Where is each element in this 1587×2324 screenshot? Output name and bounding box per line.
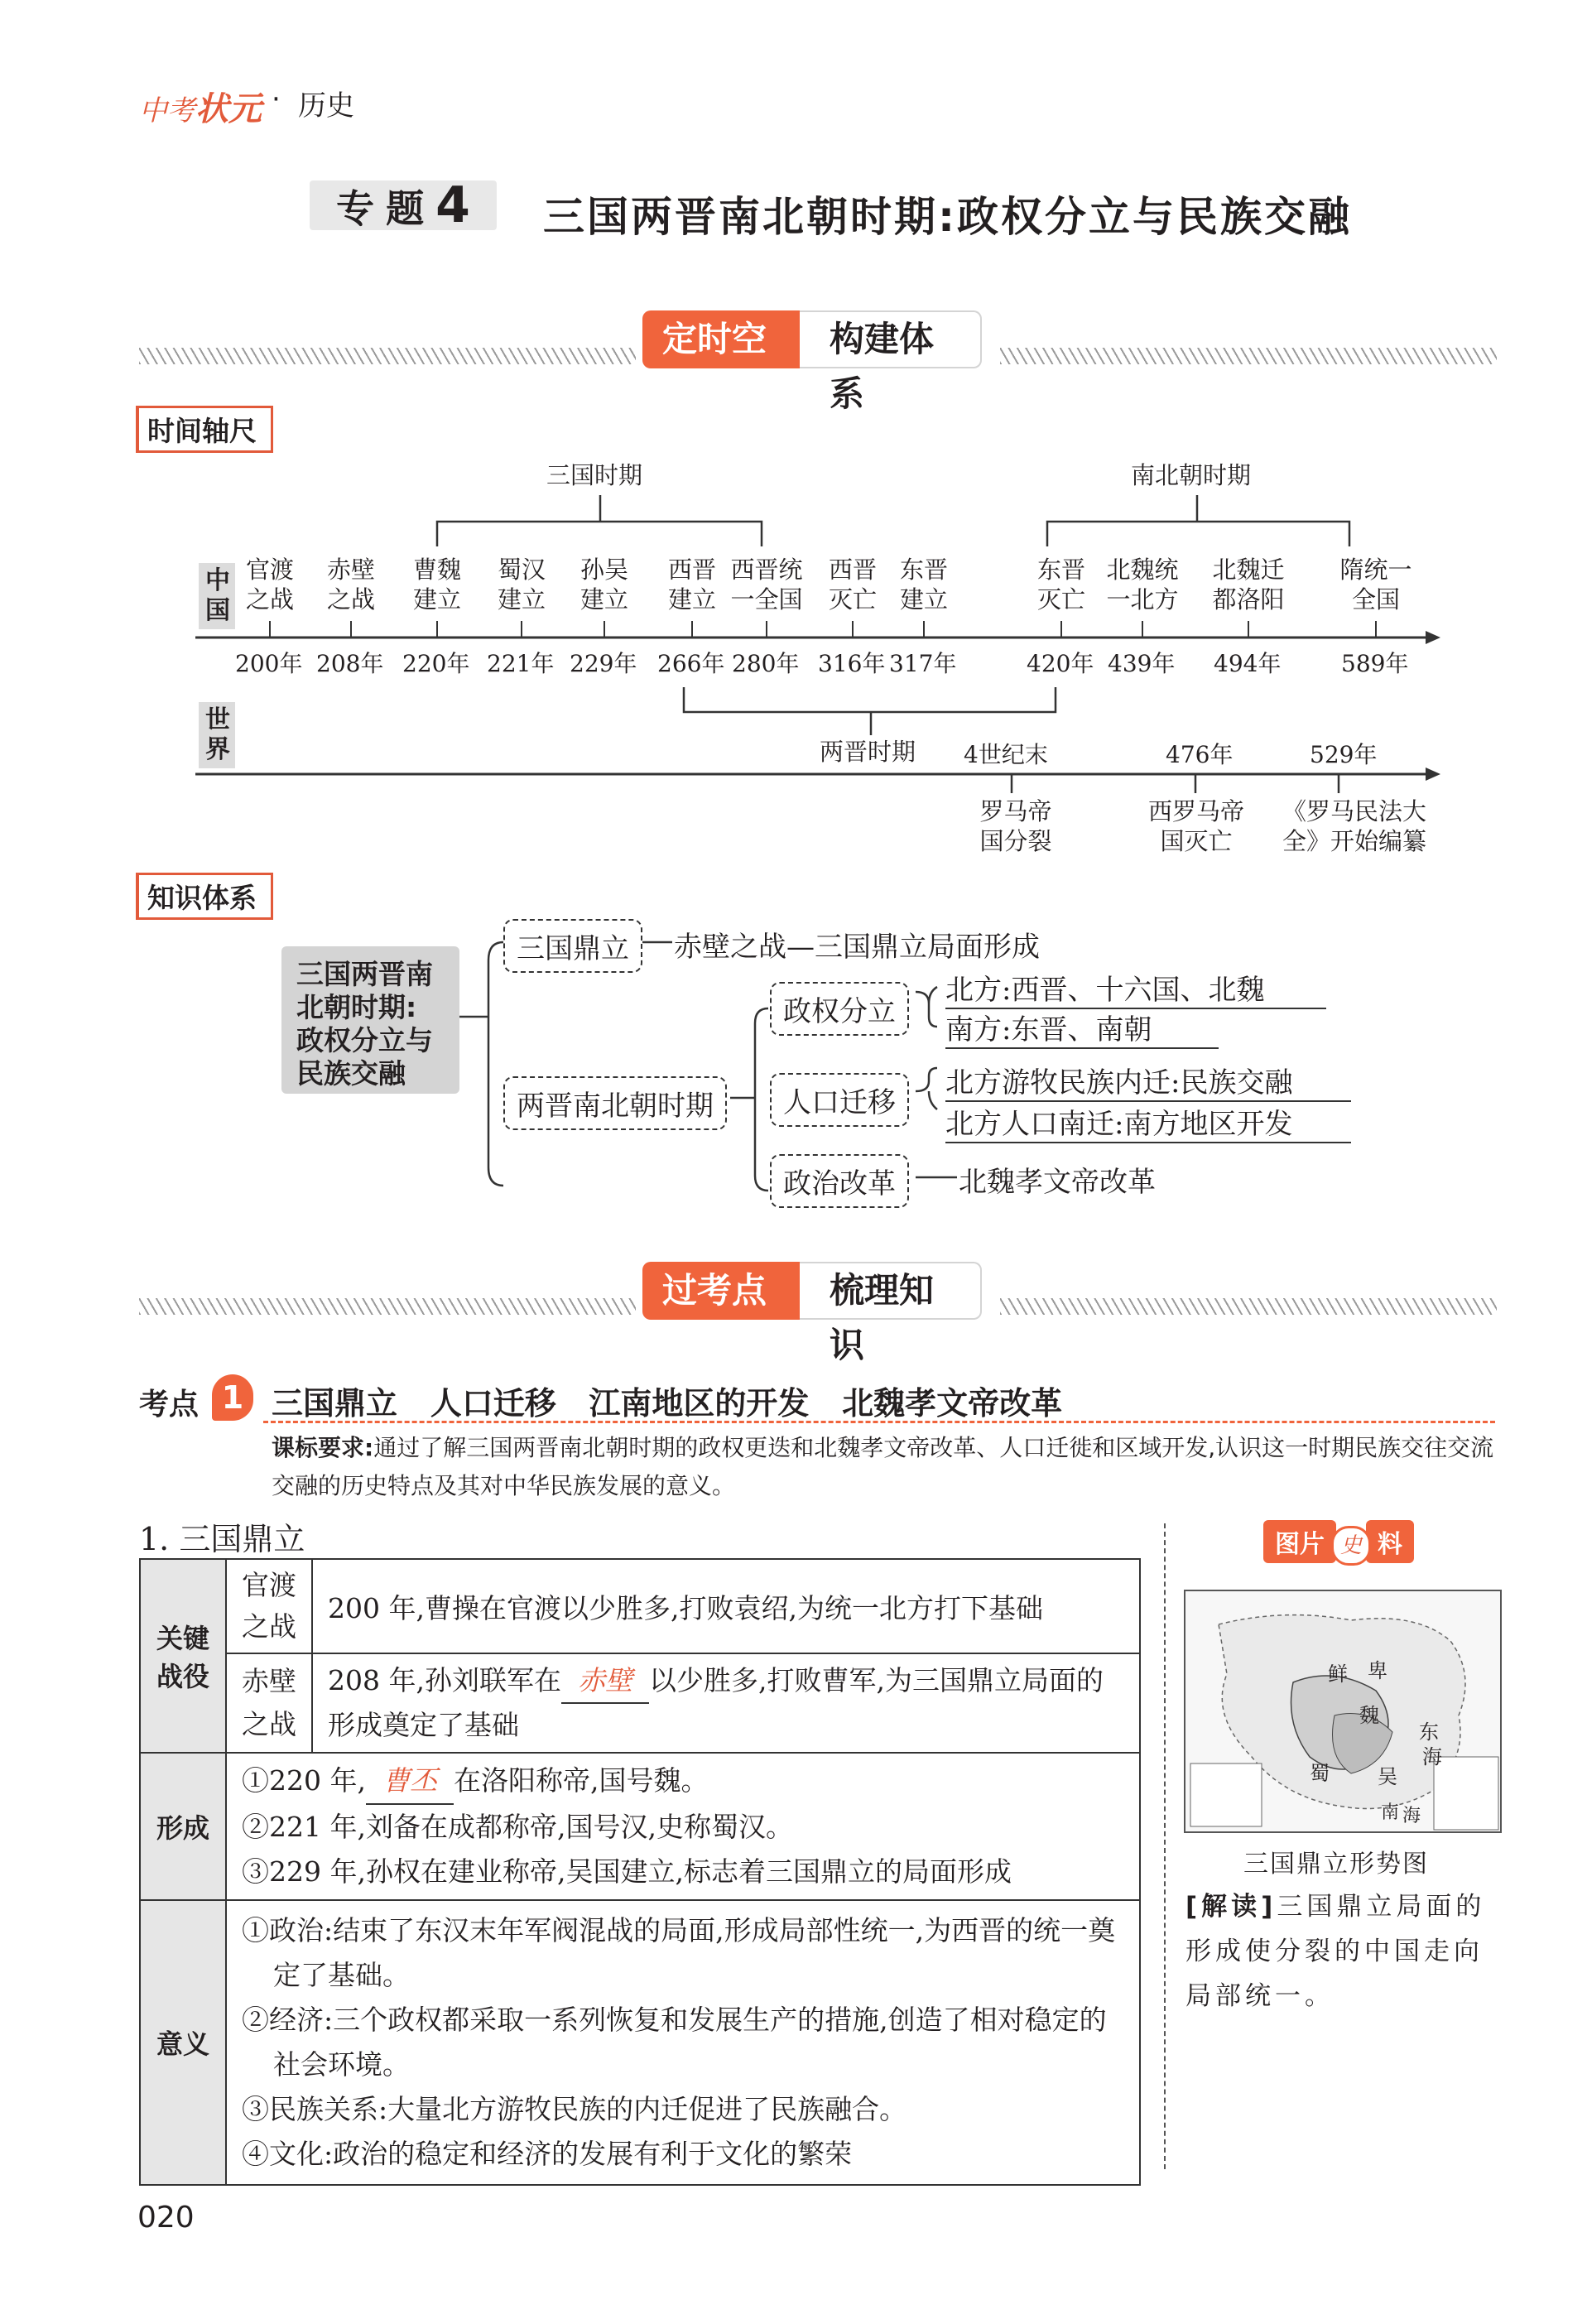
kaodian-title: 三国鼎立 人口迁移 江南地区的开发 北魏孝文帝改革: [272, 1385, 1063, 1422]
significance-line: ①政治:结束了东汉末年军阀混战的局面,形成局部性统一,为西晋的统一奠定了基础。: [242, 1914, 1116, 1991]
china-event-year: 280年: [732, 650, 800, 677]
kaodian-label: 考点: [139, 1388, 200, 1422]
timeline-tick: [604, 621, 605, 638]
event-line: 建立: [497, 585, 546, 613]
mindmap-node-zhengquan: 政权分立: [770, 982, 909, 1036]
china-event-year: 316年: [818, 650, 886, 677]
event-line: 建立: [899, 585, 948, 613]
mindmap-text: 赤壁之战—三国鼎立局面形成: [674, 931, 1040, 964]
formation-line: ③229 年,孙权在建业称帝,吴国建立,标志着三国鼎立的局面形成: [242, 1855, 1012, 1888]
formation-line: ②221 年,刘备在成都称帝,国号汉,史称蜀汉。: [242, 1811, 793, 1843]
event-line: 一北方: [1106, 585, 1179, 613]
world-event-line: 国分裂: [979, 827, 1052, 855]
banner-right: 构建体系: [800, 310, 982, 368]
timeline-tick: [269, 621, 271, 638]
timeline-tick: [1248, 621, 1249, 638]
req-label: 课标要求:: [272, 1434, 374, 1461]
china-event-year: 220年: [402, 650, 470, 677]
map-label: 卑: [1368, 1659, 1387, 1682]
text-span: ①220 年,: [242, 1764, 366, 1797]
world-event-line: 全》开始编纂: [1282, 827, 1426, 855]
root-line: 民族交融: [296, 1057, 406, 1090]
map-label: 鲜: [1328, 1662, 1348, 1686]
hatch-divider: [139, 1298, 636, 1315]
mindmap-node-renkou: 人口迁移: [770, 1073, 909, 1127]
china-event-label: [555, 555, 654, 614]
row-head-significance: 意义: [140, 1900, 226, 2185]
event-line: 东晋: [1036, 556, 1085, 584]
timeline-tick: [1060, 621, 1062, 638]
brand-text-a: 中考: [139, 94, 195, 128]
china-event-label: [301, 555, 401, 614]
mindmap-text: 北方游牧民族内迁:民族交融: [945, 1060, 1351, 1102]
timeline-tick: [436, 621, 438, 638]
world-event: [1272, 796, 1437, 856]
jiedu-label: [解读]: [1185, 1892, 1277, 1922]
china-event-year: 229年: [570, 650, 637, 677]
significance-line: ②经济:三个政权都采取一系列恢复和发展生产的措施,创造了相对稳定的社会环境。: [242, 2004, 1107, 2081]
timeline-tick: [1375, 621, 1377, 638]
brand-text-b: 状元: [195, 89, 262, 128]
event-line: 隋统一: [1339, 556, 1412, 584]
content-table: [139, 1558, 1141, 2186]
event-line: 都洛阳: [1212, 585, 1285, 613]
world-year: 4世纪末: [964, 741, 1048, 768]
kaodian-number: 1: [212, 1374, 253, 1421]
kaodian-requirement: [272, 1429, 1497, 1505]
topic-number: 4: [435, 176, 470, 234]
event-line: 赤壁: [326, 556, 375, 584]
mindmap-node-liangjin: 两晋南北朝时期: [503, 1076, 727, 1130]
battle-name: 官渡之战: [226, 1559, 312, 1653]
world-event: [970, 796, 1061, 856]
event-line: 建立: [579, 585, 628, 613]
period-nanbei: 南北朝时期: [1131, 461, 1252, 489]
mindmap-text: 南方:东晋、南朝: [945, 1007, 1219, 1049]
china-label: 中国: [205, 566, 230, 625]
mindmap-node-gaige: 政治改革: [770, 1154, 909, 1208]
period-liangjin: 两晋时期: [820, 738, 916, 766]
column-divider: [1164, 1523, 1166, 2169]
map-label: 南: [1381, 1802, 1400, 1823]
timeline-tag: 时间轴尺: [136, 406, 265, 453]
root-line: 三国两晋南: [296, 958, 433, 990]
china-event-year: 420年: [1027, 650, 1094, 677]
page-number: 020: [137, 2201, 195, 2235]
event-line: 西晋: [667, 556, 716, 584]
text-span: 以少胜多,打败曹军,为三国鼎立局面的形成奠定了基础: [328, 1664, 1104, 1741]
section-banner: [642, 1262, 990, 1365]
world-event-line: 国灭亡: [1160, 827, 1233, 855]
china-event-label: [874, 555, 974, 614]
map-label: 蜀: [1310, 1762, 1330, 1785]
timeline-tick: [766, 621, 767, 638]
map-label: 魏: [1359, 1704, 1379, 1727]
event-line: 西晋: [828, 556, 877, 584]
map-label: 吴: [1378, 1765, 1397, 1788]
china-event-label: [1326, 555, 1426, 614]
root-line: 政权分立与: [296, 1024, 433, 1056]
event-line: 一全国: [730, 585, 803, 613]
mindmap-tag: 知识体系: [136, 873, 265, 920]
event-line: 建立: [667, 585, 716, 613]
event-line: 之战: [245, 585, 294, 613]
banner-right: 梳理知识: [800, 1262, 982, 1320]
answer-fill: 曹丕: [366, 1759, 454, 1805]
row-head-battles: 关键战役: [140, 1559, 226, 1753]
kaodian-underline: [263, 1421, 1495, 1423]
timeline-tick: [691, 621, 693, 638]
china-event-year: 208年: [316, 650, 384, 677]
jiedu-text: [1185, 1884, 1500, 2018]
world-year: 529年: [1310, 741, 1378, 768]
battle-desc: [312, 1653, 1140, 1753]
event-line: 全国: [1351, 585, 1400, 613]
map-label: 海: [1402, 1806, 1421, 1826]
china-event-label: [717, 555, 816, 614]
mindmap-text: 北魏孝文帝改革: [959, 1166, 1156, 1199]
timeline-tick: [852, 621, 854, 638]
map-drawing: [1185, 1591, 1500, 1831]
tag-text: 图片: [1263, 1520, 1336, 1563]
event-line: 灭亡: [828, 585, 877, 613]
jiedu-body: 三国鼎立局面的形成使分裂的中国走向局部统一。: [1185, 1892, 1486, 2011]
map-label: 东: [1419, 1720, 1439, 1744]
tag-text: 史: [1331, 1526, 1371, 1566]
timeline-tick: [923, 621, 925, 638]
world-event-line: 罗马帝: [979, 797, 1052, 825]
timeline-lines: [0, 0, 1587, 911]
china-event-year: 494年: [1214, 650, 1282, 677]
china-event-year: 589年: [1341, 650, 1409, 677]
world-label: 世界: [205, 705, 230, 764]
picture-source-tag: [1263, 1520, 1414, 1558]
map-caption: 三国鼎立形势图: [1243, 1850, 1429, 1879]
event-line: 曹魏: [412, 556, 461, 584]
china-event-label: [1199, 555, 1298, 614]
event-line: 北魏迁: [1212, 556, 1285, 584]
event-line: 灭亡: [1036, 585, 1085, 613]
banner-left: 过考点: [642, 1262, 800, 1320]
mindmap-root: [281, 946, 459, 1094]
text-span: 208 年,孙刘联军在: [328, 1664, 561, 1696]
row-head-formation: 形成: [140, 1753, 226, 1900]
event-line: 之战: [326, 585, 375, 613]
event-line: 西晋统: [730, 556, 803, 584]
formation-cell: [226, 1753, 1140, 1900]
period-sanguo: 三国时期: [546, 461, 643, 489]
china-event-year: 200年: [235, 650, 303, 677]
subject-label: 历史: [298, 89, 354, 123]
map-label: 海: [1422, 1745, 1442, 1768]
timeline-tick: [521, 621, 522, 638]
timeline-tick: [350, 621, 352, 638]
china-event-year: 439年: [1108, 650, 1176, 677]
significance-line: ④文化:政治的稳定和经济的发展有利于文化的繁荣: [242, 2138, 853, 2170]
event-line: 官渡: [245, 556, 294, 584]
china-event-year: 317年: [889, 650, 957, 677]
formation-line: [242, 1759, 1124, 1805]
page-title: 三国两晋南北朝时期:政权分立与民族交融: [543, 193, 1352, 241]
world-year: 476年: [1166, 741, 1234, 768]
event-line: 蜀汉: [497, 556, 546, 584]
event-line: 建立: [412, 585, 461, 613]
tag-text: 料: [1366, 1520, 1414, 1563]
china-event-label: [1093, 555, 1192, 614]
req-text: 通过了解三国两晋南北朝时期的政权更迭和北魏孝文帝改革、人口迁徙和区域开发,认识这一时期民族交往交流交融的历史特点及其对中华民族发展的意义。: [272, 1434, 1494, 1499]
subsection-title: 1. 三国鼎立: [139, 1521, 305, 1557]
event-line: 孙吴: [579, 556, 628, 584]
topic-label-text: 专题: [336, 186, 436, 231]
sanguo-map: [1184, 1590, 1502, 1833]
world-event-line: 西罗马帝: [1147, 797, 1244, 825]
root-line: 北朝时期:: [296, 991, 417, 1023]
timeline-tick: [1142, 621, 1143, 638]
mindmap-node-sanguo: 三国鼎立: [503, 919, 642, 973]
significance-cell: [226, 1900, 1140, 2185]
mindmap-text: 北方人口南迁:南方地区开发: [945, 1101, 1351, 1143]
china-event-year: 221年: [487, 650, 555, 677]
world-event-line: 《罗马民法大: [1282, 797, 1426, 825]
battle-desc: 200 年,曹操在官渡以少胜多,打败袁绍,为统一北方打下基础: [312, 1559, 1140, 1653]
battle-name: 赤壁之战: [226, 1653, 312, 1753]
header-dot: ·: [272, 83, 281, 116]
hatch-divider: [1000, 1298, 1497, 1315]
event-line: 北魏统: [1106, 556, 1179, 584]
answer-fill: 赤壁: [561, 1659, 649, 1704]
event-line: 东晋: [899, 556, 948, 584]
significance-line: ③民族关系:大量北方游牧民族的内迁促进了民族融合。: [242, 2093, 907, 2125]
mindmap-text: 北方:西晋、十六国、北魏: [945, 967, 1326, 1009]
banner-left: 定时空: [642, 310, 800, 368]
text-span: 在洛阳称帝,国号魏。: [453, 1764, 709, 1797]
world-event: [1142, 796, 1250, 856]
china-event-year: 266年: [657, 650, 725, 677]
